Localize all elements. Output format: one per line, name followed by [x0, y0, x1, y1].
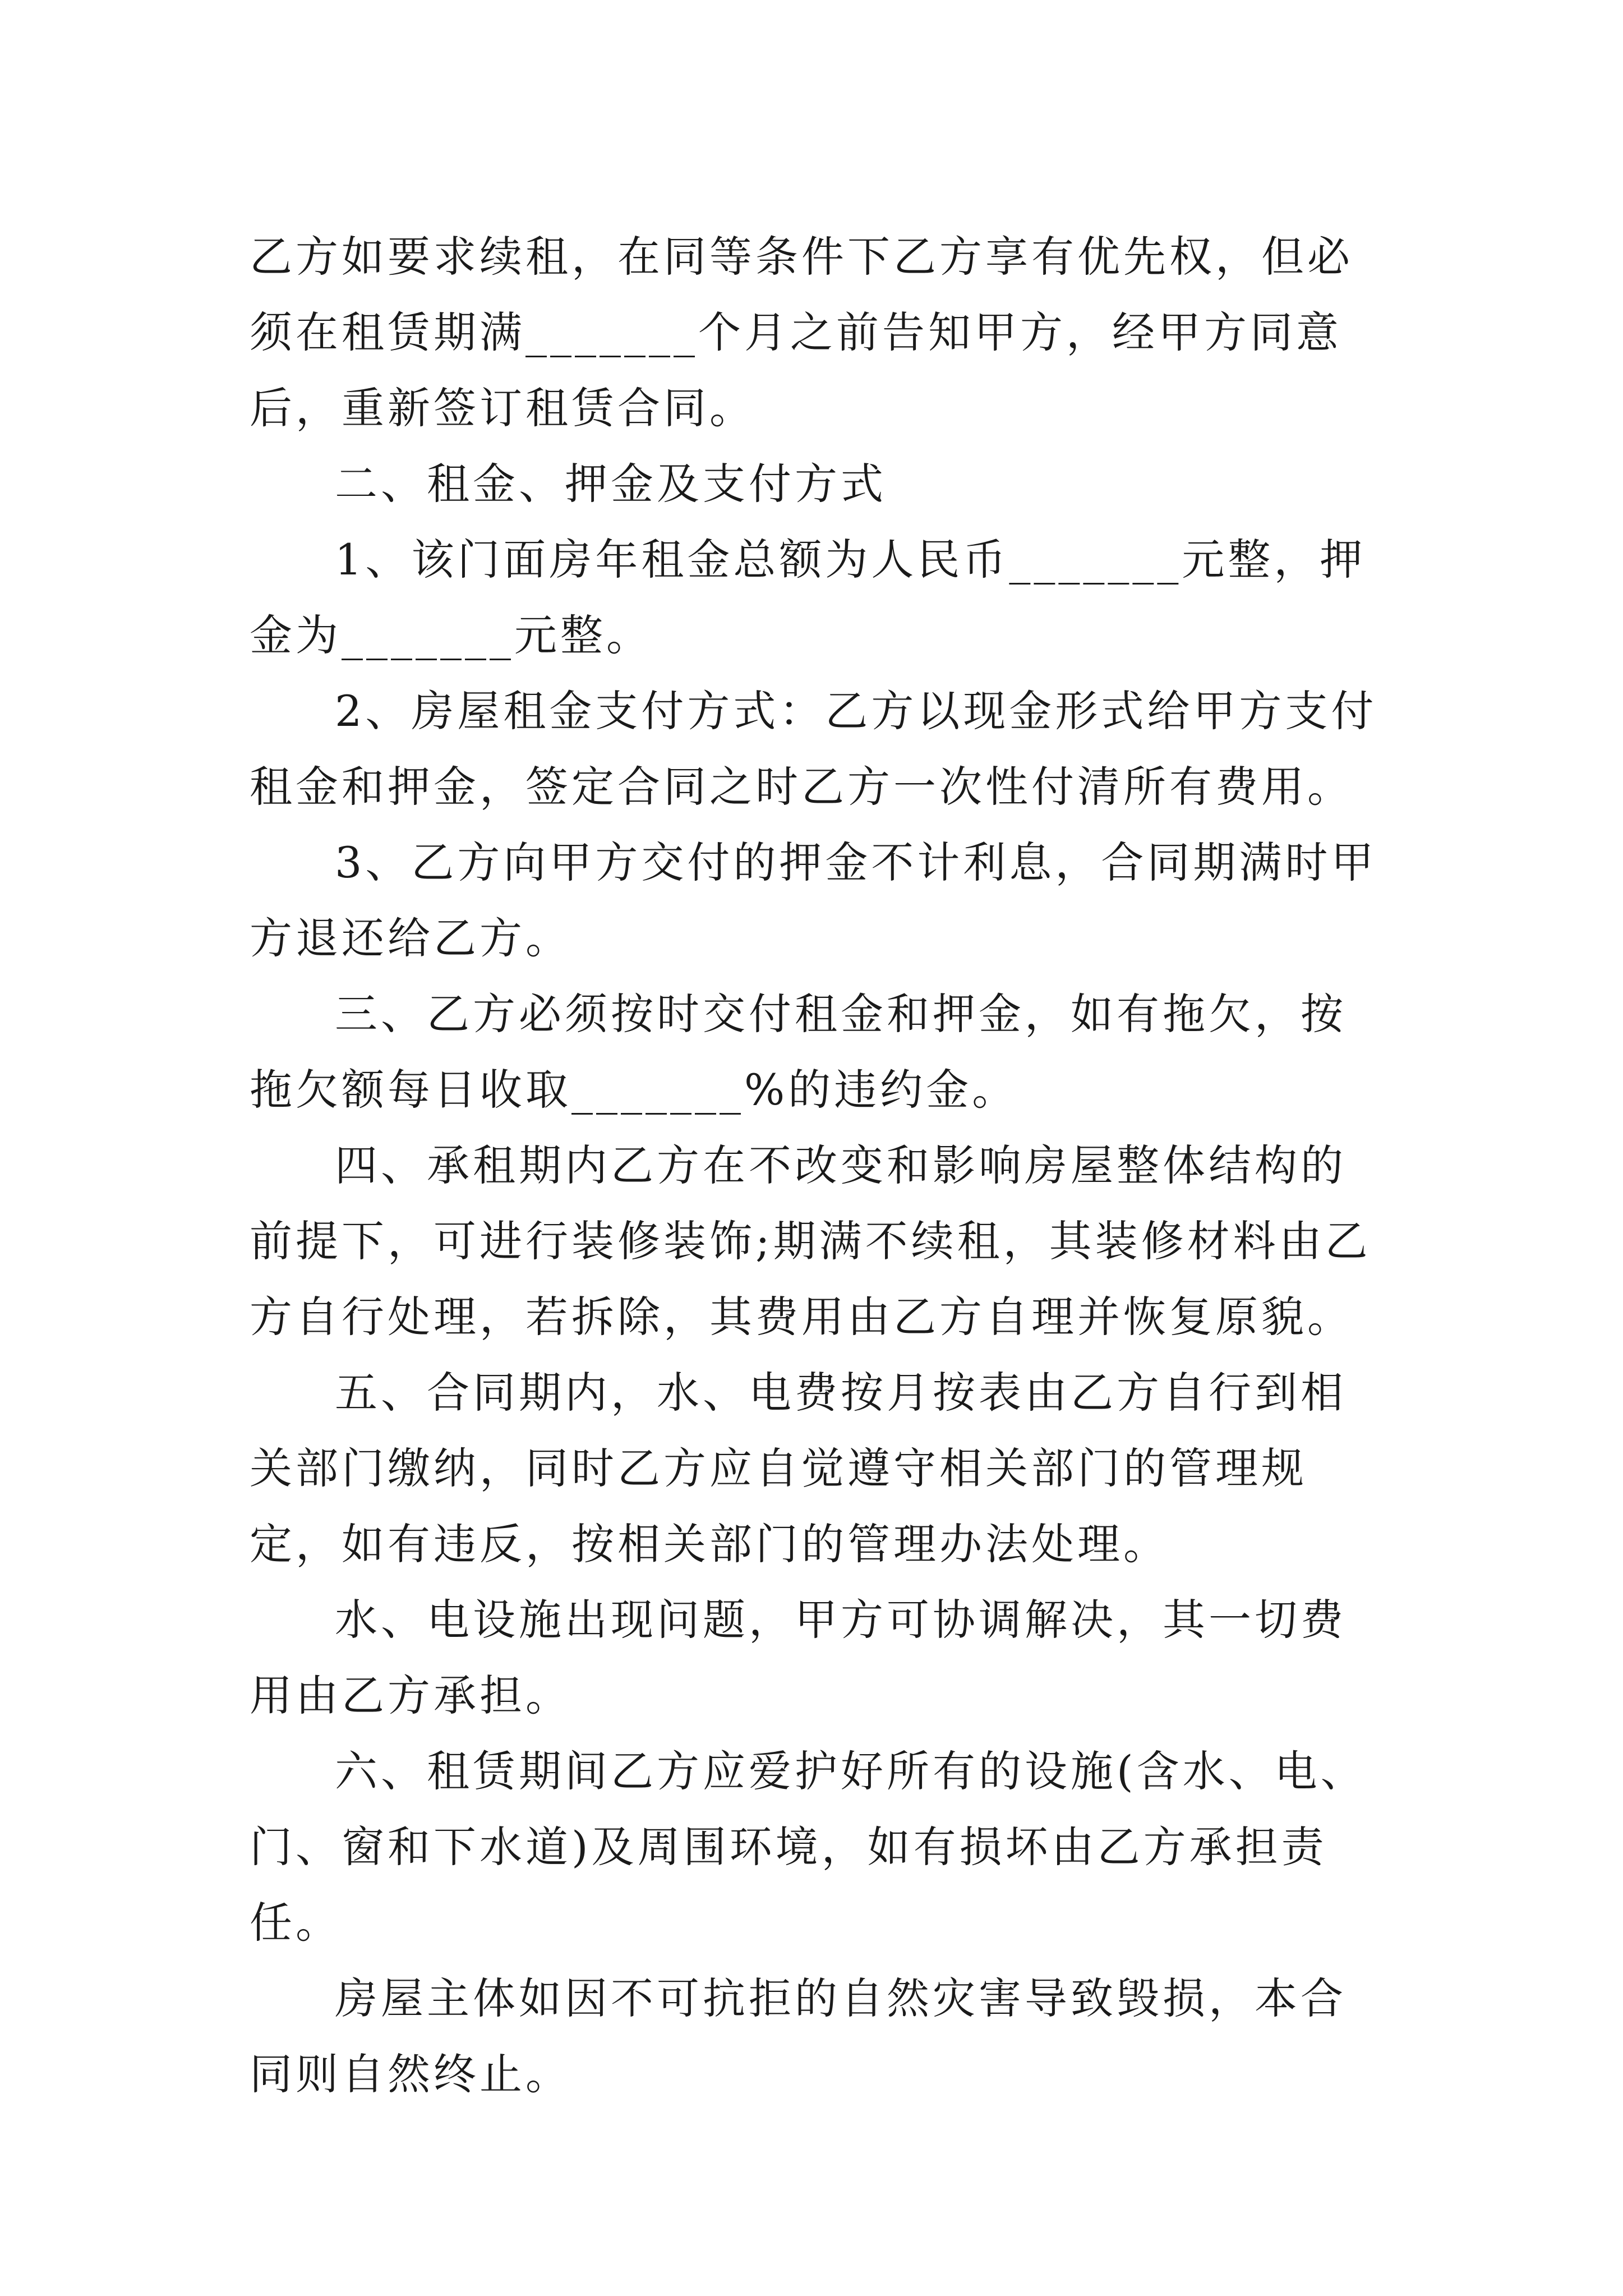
paragraph-utilities: 五、合同期内，水、电费按月按表由乙方自行到相关部门缴纳，同时乙方应自觉遵守相关部门的管理规定，如有违反，按相关部门的管理办法处理。 [250, 1368, 1347, 1569]
document-body [250, 219, 1380, 2112]
paragraph-late-penalty: 三、乙方必须按时交付租金和押金，如有拖欠，按拖欠额每日收取_______%的违约金。 [250, 989, 1347, 1115]
paragraph-renovation: 四、承租期内乙方在不改变和影响房屋整体结构的前提下，可进行装修装饰;期满不续租，其装修材料由乙方自行处理，若拆除，其费用由乙方自理并恢复原貌。 [250, 1140, 1371, 1342]
paragraph-facility-issues: 水、电设施出现问题，甲方可协调解决，其一切费用由乙方承担。 [250, 1595, 1347, 1720]
paragraph-facility-care: 六、租赁期间乙方应爱护好所有的设施(含水、电、门、窗和下水道)及周围环境，如有损坏由乙方承担责任。 [250, 1746, 1367, 1948]
paragraph-annual-rent: 1、该门面房年租金总额为人民币_______元整，押金为_______元整。 [250, 535, 1366, 660]
paragraph-force-majeure: 房屋主体如因不可抗拒的自然灾害导致毁损，本合同则自然终止。 [250, 1973, 1347, 2099]
heading-rent-deposit-payment: 二、租金、押金及支付方式 [335, 459, 887, 509]
paragraph-payment-method: 2、房屋租金支付方式：乙方以现金形式给甲方支付租金和押金，签定合同之时乙方一次性付清所有费用。 [250, 686, 1377, 812]
paragraph-deposit-refund: 3、乙方向甲方交付的押金不计利息，合同期满时甲方退还给乙方。 [250, 838, 1377, 963]
paragraph-renewal: 乙方如要求续租，在同等条件下乙方享有优先权，但必须在租赁期满_______个月之前告知甲方，经甲方同意后，重新签订租赁合同。 [250, 232, 1353, 433]
